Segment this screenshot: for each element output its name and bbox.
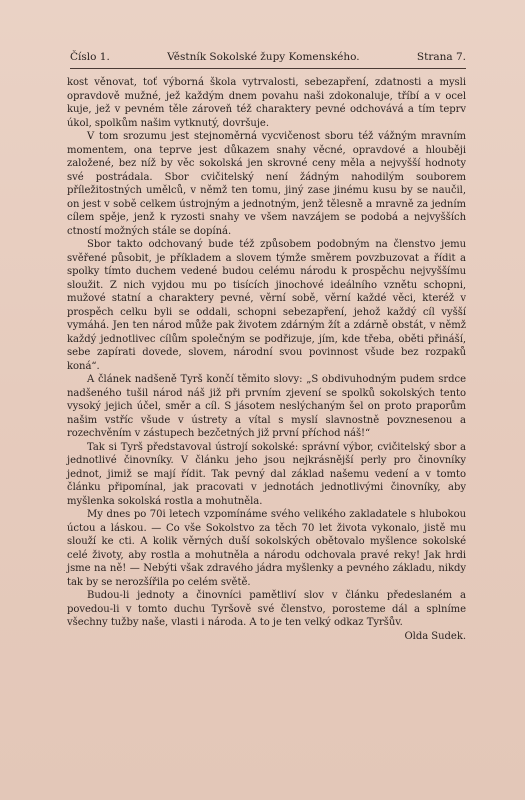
issue-number: Číslo 1. — [70, 51, 110, 63]
paragraph-5: Tak si Tyrš představoval ústrojí sokolské: správní výbor, cvičitelský sbor a jednotlivé činovníky. V článku jeho jsou nejkrásnější perly pro činovníky jednot, jimiž se mají řídit. Tak pevný dal základ našemu vedení a v tomto článku připomínal, jak pracovati v jednotách jednotlivými činovníky, aby myšlenka sokolská rostla a mohutněla. — [67, 441, 466, 507]
paragraph-3: Sbor takto odchovaný bude též způsobem podobným na členstvo jemu svěřené působit, je příkladem a slovem týmže směrem povzbuzovat a řídit a spolky tímto duchem vedené budou celému národu k prospěchu nejvyššímu sloužit. Z nich vyjdou mu po tisících jinochové ideálního vznětu schopni, mužové statní a charaktery pevné, věrní sobě, věrní každé věci, kteréž v prospěch celku byli se oddali, schopni sebezapření, jehož každý cíl vyšší vymáhá. Jen ten národ může pak životem zdárným žít a zdárně obstát, v němž každý jednotlivec cílům společným se podřizuje, jím, kde třeba, oběti přináší, sebe zapírati dovede, slovem, národní svou povinnost všude bez rozpaků koná“. — [67, 239, 466, 372]
author-signature: Olda Sudek. — [404, 630, 466, 642]
paragraph-7 — [67, 589, 466, 642]
header-rule — [70, 68, 466, 69]
publication-title: Věstník Sokolské župy Komenského. — [167, 51, 360, 63]
paragraph-2: V tom srozumu jest stejnoměrná vycvičenost sboru též vážným mravním momentem, ona teprve jest důkazem snahy věcné, opravdové a hlouběji založené, bez níž by věc sokolská jen skrovné ceny měla a nejvyšší hodnoty své postrádala. Sbor cvičitelský není žádným nahodilým souborem příležitostných umělců, v němž ten tomu, jiný zase jinému kusu by se naučil, on jest v sobě celkem ústrojným a jednotným, jenž tělesně a mravně za jedním cílem spěje, jenž k ryzosti snahy ve všem navzájem se podobá a nejvyšších ctností možných stále se dopíná. — [67, 131, 466, 237]
paragraph-1: kost věnovat, toť výborná škola vytrvalosti, sebezapření, zdatnosti a mysli opravdově mužné, jež každým dnem povahu naši zdokonaluje, tříbí a v ocel kuje, jež v pevném těle zároveň též charaktery pevné odchovává a tím teprv úkol, spolkům našim vytknutý, dovršuje. — [67, 77, 466, 129]
paragraph-7-text: Budou-li jednoty a činovníci pamětliví slov v článku předeslaném a povedou-li v tomto duchu Tyršově své členstvo, porosteme dál a splníme všechny tužby naše, vlasti i národa. A to je ten velký odkaz Tyršův. — [67, 590, 466, 628]
paragraph-6: My dnes po 70i letech vzpomínáme svého velikého zakladatele s hlubokou úctou a láskou. — Co vše Sokolstvo za těch 70 let života vykonalo, jistě mu slouží ke cti. A kolik věrných duší sokolských obětovalo myšlence sokolské celé životy, aby rostla a mohutněla a národu odchovala pravé reky! Jak hrdi jsme na ně! — Nebýti však zdravého jádra myšlenky a pevného základu, nikdy tak by se nerozšířila po celém světě. — [67, 509, 466, 588]
paragraph-4: A článek nadšeně Tyrš končí těmito slovy: „S obdivuhodným pudem srdce nadšeného tušil národ náš již při prvním zjevení se spolků sokolských tento vysoký jejich účel, směr a cíl. S jásotem neslýchaným šel on proto praporům našim vstříc všude v ústrety a vítal s myslí slavnostně povznesenou a rozechvěním v zástupech bezčetných již první příchod náš!“ — [67, 374, 466, 439]
page-number: Strana 7. — [416, 51, 466, 63]
page-header — [70, 49, 466, 65]
article-body — [67, 76, 466, 643]
